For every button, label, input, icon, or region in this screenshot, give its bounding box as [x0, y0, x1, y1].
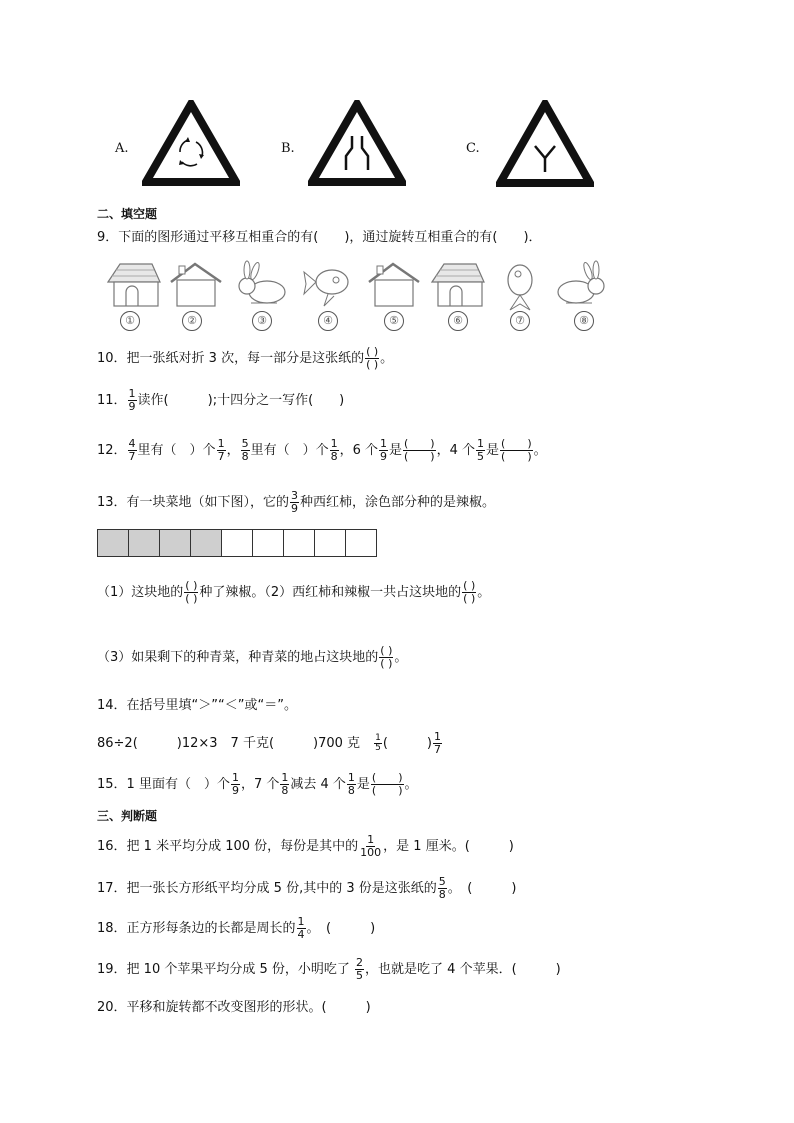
grid-cell — [315, 529, 346, 557]
question-19: 19．把 10 个苹果平均分成 5 份，小明吃了 $\frac{2}{5}$ ，也就是吃了 4 个苹果．( ) — [97, 956, 561, 982]
question-14-comparisons: 86÷2( )12×3 7 千克( )700 克 $\frac{1}{5}$ ( ) $\frac{1}{7}$ — [97, 730, 441, 756]
narrow-road-sign-icon — [308, 100, 406, 186]
fraction-blank: $\frac{( )}{( )}$ — [366, 345, 379, 371]
question-14: 14．在括号里填“＞”“＜”或“＝”。 — [97, 698, 297, 713]
fraction-blank: $\frac{( )}{( )}$ — [404, 437, 435, 463]
fraction-blank: $\frac{( )}{( )}$ — [371, 771, 403, 797]
option-c-label: C. — [466, 141, 480, 156]
grid-cell-shaded — [98, 529, 129, 557]
house-icon — [365, 260, 423, 308]
rotated-fish-icon — [496, 260, 544, 314]
question-9: 9．下面的图形通过平移互相重合的有( )，通过旋转互相重合的有( )． — [97, 230, 542, 245]
picture-label-7: ⑦ — [510, 311, 530, 331]
fish-icon — [300, 260, 356, 308]
option-b-label: B. — [281, 141, 295, 156]
doghouse-icon — [428, 260, 486, 308]
picture-label-2: ② — [182, 311, 202, 331]
question-17: 17．把一张长方形纸平均分成 5 份,其中的 3 份是这张纸的 $\frac{5}{8}$ 。 ( ) — [97, 875, 517, 901]
rabbit-icon — [231, 260, 291, 308]
y-junction-sign-icon — [496, 100, 594, 188]
grid-cell — [222, 529, 253, 557]
house-icon — [167, 260, 225, 308]
fraction-blank: $\frac{( )}{( )}$ — [501, 437, 532, 463]
section-fill-heading: 二、填空题 — [97, 207, 158, 221]
rabbit-icon — [552, 260, 612, 308]
fraction: $\frac{1}{9}$ — [128, 387, 136, 413]
question-15: 15．1 里面有（ ）个 $\frac{1}{9}$ ，7 个 $\frac{1}{8}$ 减去 4 个 $\frac{1}{8}$ 是 $\frac{( )}{( )}$ 。 — [97, 771, 418, 797]
question-10: 10．把一张纸对折 3 次，每一部分是这张纸的 $\frac{( )}{( )}$ 。 — [97, 345, 394, 371]
section-judge-heading: 三、判断题 — [97, 809, 158, 823]
question-13-part-1-2: （1）这块地的 $\frac{( )}{( )}$ 种了辣椒。（2）西红柿和辣椒一共占这块地的 $\frac{( )}{( )}$ 。 — [97, 579, 491, 605]
picture-label-5: ⑤ — [384, 311, 404, 331]
question-13: 13．有一块菜地（如下图），它的 $\frac{3}{9}$ 种西红柿，涂色部分种的是辣椒。 — [97, 489, 496, 515]
grid-cell-shaded — [160, 529, 191, 557]
roundabout-sign-icon — [142, 100, 240, 186]
picture-label-3: ③ — [252, 311, 272, 331]
fraction-blank: $\frac{( )}{( )}$ — [185, 579, 198, 605]
grid-cell-shaded — [191, 529, 222, 557]
grid-cell — [253, 529, 284, 557]
fraction-blank: $\frac{( )}{( )}$ — [380, 644, 393, 670]
question-12: 12． $\frac{4}{7}$ 里有（ ）个 $\frac{1}{7}$ ， $\frac{5}{8}$ 里有（ ）个 $\frac{1}{8}$ ，6 个 $\frac{1}{9}$ 是 $\frac{( )}{( )}$ ，4 个 $\frac{1}{5}$ 是 $\frac{( )}{( )}$ 。 — [97, 437, 547, 463]
picture-label-6: ⑥ — [448, 311, 468, 331]
grid-cell — [346, 529, 377, 557]
question-18: 18．正方形每条边的长都是周长的 $\frac{1}{4}$ 。 ( ) — [97, 915, 376, 941]
question-16: 16．把 1 米平均分成 100 份，每份是其中的 $\frac{1}{100}$ ，是 1 厘米。( ) — [97, 833, 514, 859]
picture-label-8: ⑧ — [574, 311, 594, 331]
option-a-label: A. — [115, 141, 129, 156]
picture-label-1: ① — [120, 311, 140, 331]
grid-cell-shaded — [129, 529, 160, 557]
doghouse-icon — [104, 260, 162, 308]
question-13-part-3: （3）如果剩下的种青菜，种青菜的地占这块地的 $\frac{( )}{( )}$ 。 — [97, 644, 408, 670]
fraction-blank: $\frac{( )}{( )}$ — [463, 579, 476, 605]
question-11: 11． $\frac{1}{9}$ 读作( );十四分之一写作( ) — [97, 387, 345, 413]
grid-cell — [284, 529, 315, 557]
picture-label-4: ④ — [318, 311, 338, 331]
vegetable-field-grid — [97, 529, 377, 557]
question-20: 20．平移和旋转都不改变图形的形状。( ) — [97, 1000, 371, 1015]
